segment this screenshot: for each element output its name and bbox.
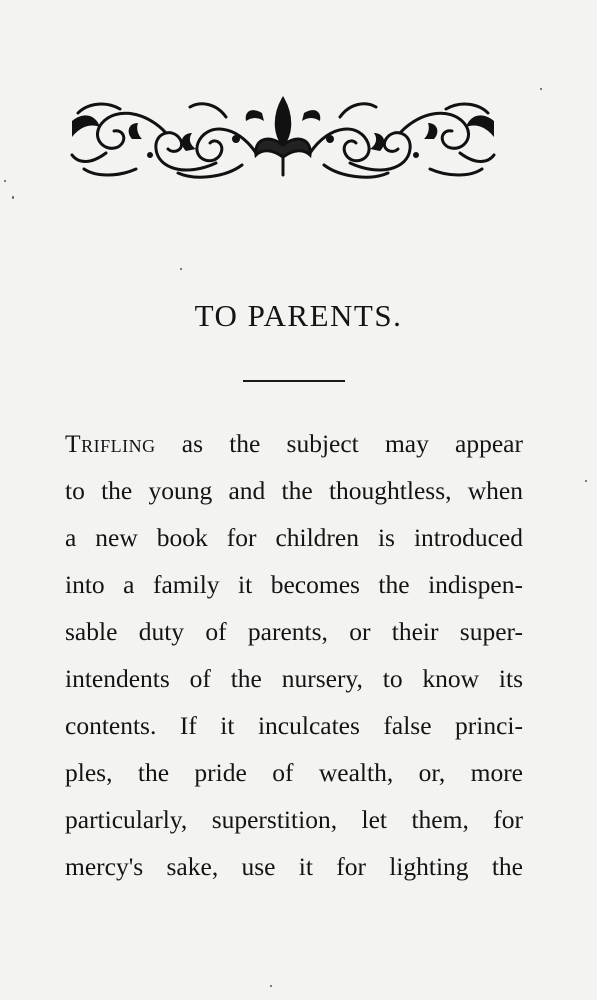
text-line: sable duty of parents, or their super- [65, 617, 523, 646]
text-line: ples, the pride of wealth, or, more [65, 758, 523, 787]
text-line: particularly, superstition, let them, for [65, 805, 523, 834]
text-line: a new book for children is introduced [65, 523, 523, 552]
title-divider [243, 380, 345, 382]
opening-word: Trifling [65, 429, 156, 458]
text-line [65, 420, 523, 467]
foliage-headpiece-icon [66, 93, 500, 183]
text-line: contents. If it inculcates false princi- [65, 711, 523, 740]
text-line: mercy's sake, use it for lighting the [65, 852, 523, 881]
page-title: TO PARENTS. [194, 298, 403, 333]
body-paragraph [65, 420, 523, 890]
text-line: into a family it becomes the indispen- [65, 570, 523, 599]
text-line: to the young and the thoughtless, when [65, 476, 523, 505]
text-line: intendents of the nursery, to know its [65, 664, 523, 693]
line-text: as the subject may appear [155, 429, 523, 458]
